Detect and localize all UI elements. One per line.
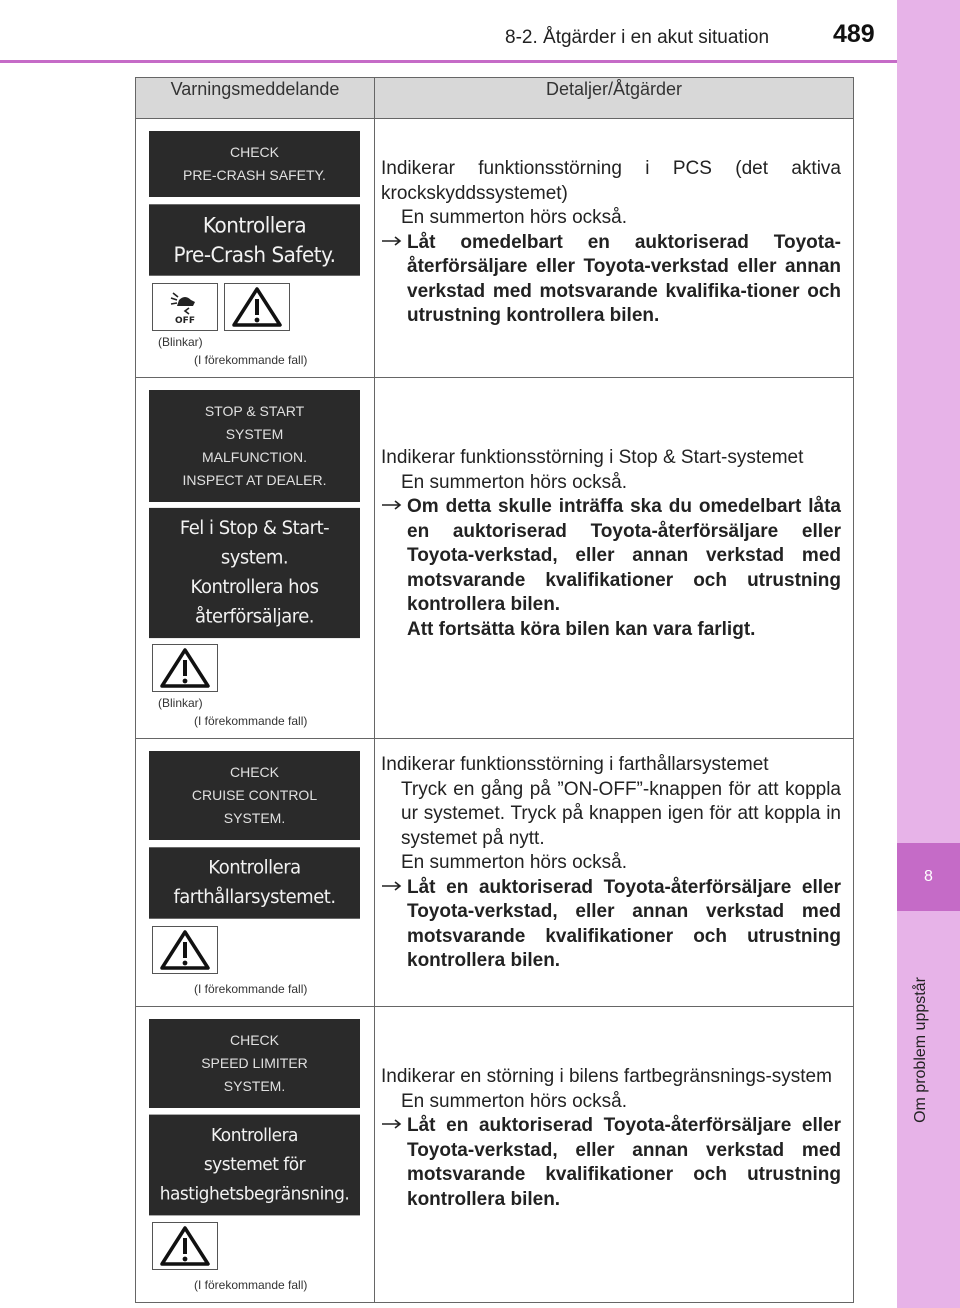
action-item: Låt omedelbart en auktoriserad Toyota-återförsäljare eller Toyota-verkstad eller annan verkstad med motsvarande kvalifika-tioner och utrustning kontrollera bilen. xyxy=(381,231,841,329)
buzzer-text: En summerton hörs också. xyxy=(401,852,627,873)
display-message-english: STOP & START SYSTEM MALFUNCTION. INSPECT AT DEALER. xyxy=(149,390,360,502)
warning-triangle-icon xyxy=(152,926,218,974)
warning-triangle-icon xyxy=(152,644,218,692)
arrow-icon xyxy=(381,1114,407,1212)
action-item: Låt en auktoriserad Toyota-återförsäljare eller Toyota-verkstad, eller annan verkstad med motsvarande kvalifikationer och utrustning kontrollera bilen. xyxy=(381,1114,841,1212)
details-cell xyxy=(375,378,854,739)
display-message-swedish: Kontrollera farthållarsystemet. xyxy=(149,847,360,918)
display-message-english: CHECK SPEED LIMITER SYSTEM. xyxy=(149,1019,360,1108)
blinking-note: (Blinkar) xyxy=(158,696,203,710)
indicator-row xyxy=(152,644,374,692)
chapter-label: Om problem uppstår xyxy=(912,977,929,1123)
section-title: 8-2. Åtgärder i en akut situation xyxy=(505,27,770,48)
indicator-row xyxy=(152,1222,374,1270)
indication-text: Indikerar en störning i bilens fartbegränsnings-system xyxy=(381,1066,832,1087)
chapter-number: 8 xyxy=(897,843,960,911)
details-cell xyxy=(375,1007,854,1303)
display-message-swedish: Fel i Stop & Start-system. Kontrollera hos återförsäljare. xyxy=(149,508,360,638)
warning-table xyxy=(135,77,854,1303)
buzzer-text: En summerton hörs också. xyxy=(401,1090,627,1112)
buzzer-text: En summerton hörs också. xyxy=(401,471,627,493)
page-number: 489 xyxy=(833,20,875,48)
action-item: Låt en auktoriserad Toyota-återförsäljare eller Toyota-verkstad, eller annan verkstad med motsvarande kvalifikationer och utrustning kontrollera bilen. xyxy=(381,876,841,974)
warning-message-cell xyxy=(136,119,375,378)
display-message-english: CHECK CRUISE CONTROL SYSTEM. xyxy=(149,751,360,840)
pcs-off-icon xyxy=(152,283,218,331)
arrow-icon xyxy=(381,876,407,974)
column-header-details: Detaljer/Åtgärder xyxy=(375,78,854,119)
display-message-swedish: Kontrollera systemet för hastighetsbegränsning. xyxy=(149,1115,360,1216)
display-message-english: CHECK PRE-CRASH SAFETY. xyxy=(149,131,360,197)
instruction-text: Tryck en gång på ”ON-OFF”-knappen för att koppla ur systemet. Tryck på knappen igen för att koppla in systemet på nytt. xyxy=(401,778,841,849)
arrow-icon xyxy=(381,495,407,642)
warning-message-cell xyxy=(136,739,375,1007)
svg-text:OFF: OFF xyxy=(175,316,195,326)
details-cell xyxy=(375,739,854,1007)
table-row xyxy=(136,119,854,378)
display-message-swedish: Kontrollera Pre-Crash Safety. xyxy=(149,204,360,275)
applicable-note: (I förekommande fall) xyxy=(194,353,308,367)
applicable-note: (I förekommande fall) xyxy=(194,1278,308,1292)
column-header-message: Varningsmeddelande xyxy=(136,78,375,119)
applicable-note: (I förekommande fall) xyxy=(194,982,308,996)
indicator-row xyxy=(152,283,374,331)
warning-triangle-icon xyxy=(152,1222,218,1270)
header-rule xyxy=(0,60,897,63)
details-cell xyxy=(375,119,854,378)
blinking-note: (Blinkar) xyxy=(158,335,203,349)
warning-message-cell xyxy=(136,378,375,739)
action-item: Om detta skulle inträffa ska du omedelbart låta en auktoriserad Toyota-återförsäljare eller Toyota-verkstad, eller annan verkstad med motsvarande kvalifikationer och utrustning kontrollera bilen. Att fortsätta köra bilen kan vara farligt. xyxy=(381,495,841,642)
indication-text: Indikerar funktionsstörning i PCS (det aktiva krockskyddssystemet) xyxy=(381,158,841,204)
table-row xyxy=(136,739,854,1007)
warning-triangle-icon xyxy=(224,283,290,331)
table-row xyxy=(136,378,854,739)
arrow-icon xyxy=(381,231,407,329)
indication-text: Indikerar funktionsstörning i Stop & Start-systemet xyxy=(381,447,804,468)
warning-message-cell xyxy=(136,1007,375,1303)
indication-text: Indikerar funktionsstörning i farthållarsystemet xyxy=(381,754,769,775)
buzzer-text: En summerton hörs också. xyxy=(401,207,627,228)
table-header-row xyxy=(136,78,854,119)
table-row xyxy=(136,1007,854,1303)
applicable-note: (I förekommande fall) xyxy=(194,714,308,728)
indicator-row xyxy=(152,926,374,974)
